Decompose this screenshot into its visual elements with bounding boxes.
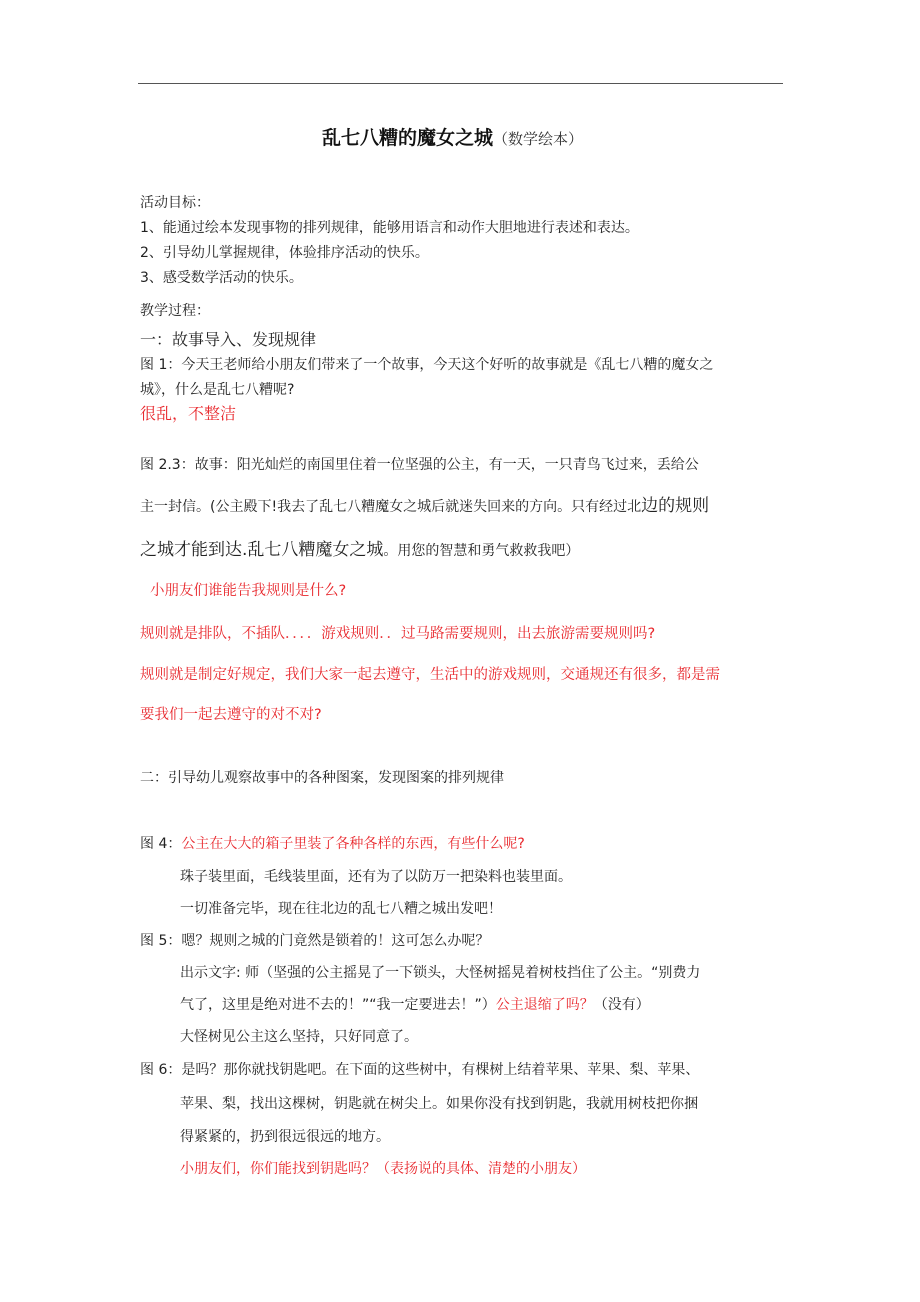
answer-rules-2-line2: 要我们一起去遵守的对不对? bbox=[140, 707, 322, 723]
fig23-line1: 图 2.3：故事：阳光灿烂的南国里住着一位坚强的公主，有一天，一只青鸟飞过来，丢给公 bbox=[140, 457, 699, 473]
title-subtitle: （数学绘本） bbox=[493, 130, 584, 148]
answer-rules-1: 规则就是排队，不插队．．．．游戏规则．．过马路需要规则，出去旅游需要规则吗? bbox=[140, 626, 656, 642]
fig6-line2: 苹果、梨，找出这棵树，钥匙就在树尖上。如果你没有找到钥匙，我就用树枝把你捆 bbox=[180, 1096, 698, 1112]
fig4-line2: 珠子装里面，毛线装里面，还有为了以防万一把染料也装里面。 bbox=[180, 869, 572, 885]
fig6-question: 小朋友们，你们能找到钥匙吗？（表扬说的具体、清楚的小朋友） bbox=[180, 1161, 586, 1177]
fig23-line2a: 主一封信。(公主殿下!我去了乱七八糟魔女之城后就迷失回来的方向。只有经过北 bbox=[140, 499, 642, 515]
fig5-line3b: 公主退缩了吗？ bbox=[495, 997, 594, 1013]
goal-item-2: 2、引导幼儿掌握规律，体验排序活动的快乐。 bbox=[140, 245, 429, 261]
fig5-line4: 大怪树见公主这么坚持，只好同意了。 bbox=[180, 1029, 418, 1045]
fig5-line1: 图 5：嗯？规则之城的门竟然是锁着的！这可怎么办呢？ bbox=[140, 933, 490, 949]
fig23-line2b: 边的规则 bbox=[641, 496, 710, 516]
goals-heading: 活动目标： bbox=[140, 195, 210, 211]
section2-heading: 二：引导幼儿观察故事中的各种图案，发现图案的排列规律 bbox=[140, 770, 504, 786]
fig1-line1: 图 1：今天王老师给小朋友们带来了一个故事，今天这个好听的故事就是《乱七八糟的魔女之 bbox=[140, 357, 714, 373]
fig23-line3b: 。用您的智慧和勇气救救我吧） bbox=[383, 543, 580, 559]
fig6-line3: 得紧紧的，扔到很远很远的地方。 bbox=[180, 1129, 390, 1145]
fig5-line3c: （没有） bbox=[593, 997, 650, 1013]
fig1-answer: 很乱，不整洁 bbox=[140, 404, 237, 423]
fig23-line2 bbox=[140, 493, 709, 520]
goal-item-3: 3、感受数学活动的快乐。 bbox=[140, 270, 303, 286]
section1-heading: 一：故事导入、发现规律 bbox=[140, 330, 317, 349]
fig23-line3a: 之城才能到达.乱七八糟魔女之城 bbox=[140, 540, 384, 560]
fig4-label: 图 4： bbox=[140, 836, 182, 852]
fig23-line3 bbox=[140, 537, 579, 564]
header-rule bbox=[138, 83, 783, 84]
answer-rules-2-line1: 规则就是制定好规定，我们大家一起去遵守，生活中的游戏规则，交通规还有很多，都是需 bbox=[140, 667, 720, 683]
fig4-line3: 一切准备完毕，现在往北边的乱七八糟之城出发吧！ bbox=[180, 901, 502, 917]
fig5-line3a: 气了，这里是绝对进不去的！”“我一定要进去！”） bbox=[180, 997, 496, 1013]
fig4-line1 bbox=[140, 834, 525, 854]
document-title bbox=[322, 124, 583, 154]
fig4-question: 公主在大大的箱子里装了各种各样的东西，有些什么呢? bbox=[181, 836, 525, 852]
question-rules: 小朋友们谁能告我规则是什么? bbox=[150, 583, 347, 599]
fig1-line2: 城》，什么是乱七八糟呢? bbox=[140, 382, 295, 398]
process-heading: 教学过程： bbox=[140, 303, 210, 319]
fig5-line2: 出示文字: 师（坚强的公主摇晃了一下锁头，大怪树摇晃着树枝挡住了公主。“别费力 bbox=[180, 965, 701, 981]
goal-item-1: 1、能通过绘本发现事物的排列规律，能够用语言和动作大胆地进行表述和表达。 bbox=[140, 220, 639, 236]
fig6-line1: 图 6：是吗？那你就找钥匙吧。在下面的这些树中，有棵树上结着苹果、苹果、梨、苹果、 bbox=[140, 1062, 700, 1078]
fig5-line3 bbox=[180, 995, 650, 1015]
title-text: 乱七八糟的魔女之城 bbox=[322, 127, 494, 149]
